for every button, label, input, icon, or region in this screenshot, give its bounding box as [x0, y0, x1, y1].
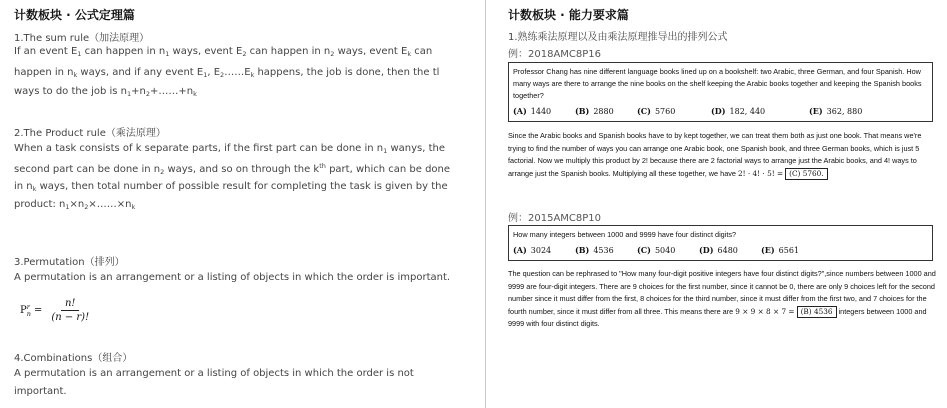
- combinations-title: 4.Combinations（组合）: [14, 353, 133, 364]
- example-1-problem-text: Professor Chang has nine different language books lined up on a bookshelf: two Arabic, three German, and four Spanish. How many ways are there to arrange the nine books on the shelf keeping the Arabic books together and keeping the Spanish books together?: [513, 67, 922, 100]
- example-2-problem-box: [508, 225, 933, 261]
- sum-rule-line-1: If an event $E_1$ can happen in $n_1$ ways, event $E_2$ can happen in $n_2$ ways, event $E_k$ can: [14, 46, 433, 58]
- choice-d: (D) 6480: [699, 245, 738, 255]
- sum-rule-line-3: ways to do the job is $n_1+n_2+\dots\dots+n_k$: [14, 86, 197, 98]
- product-rule-line-4: product: $n_1\times n_2\times\dots\dots\times n_k$: [14, 199, 136, 211]
- example-2-problem-text: How many integers between 1000 and 9999 have four distinct digits?: [513, 230, 737, 239]
- example-1-problem-box: [508, 62, 933, 122]
- sum-rule-title: 1.The sum rule（加法原理）: [14, 33, 150, 44]
- permutation-description: A permutation is an arrangement or a listing of objects in which the order is important.: [14, 272, 451, 283]
- example-2-answer: (B) 4536: [797, 306, 837, 318]
- example-1-solution: Since the Arabic books and Spanish books have to by kept together, we can treat them both as just one book. That means we're trying to find the number of ways you can arrange one Arabic book, one Spanish book, and three German books, which is just 5 factorial. Now we multiply this product by 2! because there are 2 factorial ways to arrange just the Arabic books, and 4! ways to arrange just the Spanish books. Multiplying all these together, we have 2! · 4! · 5! = (C) 5760.: [508, 131, 922, 178]
- choice-e: (E) 6561: [761, 245, 800, 255]
- column-divider: [485, 0, 486, 408]
- choice-c: (C) 5040: [637, 245, 676, 255]
- choice-b: (B) 2880: [575, 106, 614, 116]
- permutation-title: 3.Permutation（排列）: [14, 257, 125, 268]
- example-1-label: 例：2018AMC8P16: [508, 49, 602, 60]
- example-2-label: 例：2015AMC8P10: [508, 213, 602, 224]
- example-1-answer: (C) 5760.: [785, 168, 828, 180]
- choice-b: (B) 4536: [575, 245, 614, 255]
- choice-a: (A) 3024: [513, 245, 552, 255]
- combinations-line-1: A permutation is an arrangement or a listing of objects in which the order is not: [14, 368, 414, 379]
- product-rule-line-3: in $n_k$ ways, then total number of possible result for completing the task is given by the: [14, 181, 448, 193]
- combinations-line-2: important.: [14, 386, 67, 397]
- choice-c: (C) 5760: [637, 106, 676, 116]
- choice-d: (D) 182, 440: [711, 106, 766, 116]
- abilities-header: 计数板块 · 能力要求篇: [508, 8, 629, 22]
- choice-a: (A) 1440: [513, 106, 552, 116]
- example-2-choices: [513, 244, 928, 257]
- abilities-column: [487, 0, 947, 408]
- abilities-subtitle: 1.熟练乘法原理以及由乘法原理推导出的排列公式: [508, 32, 728, 43]
- sum-rule-line-2: happen in $n_k$ ways, and if any event $E_1$, $E_2\dots\dots E_k$ happens, the job is done, then the tl: [14, 67, 440, 79]
- product-rule-line-2: second part can be done in $n_2$ ways, and so on through the $k^{th}$ part, which can be done: [14, 162, 451, 176]
- example-2-solution: The question can be rephrased to "How many four-digit positive integers have four distinct digits?",since numbers between 1000 and 9999 are four-digit integers. There are 9 choices for the first number, since it cannot be 0, there are only 9 choices left for the second number since it must differ from the first, 8 choices for the third number, since it must differ from the first two, and 7 choices for the fourth number, since it must differ from all three. This means there are 9 × 9 × 8 × 7 = (B) 4536 integers between 1000 and 9999 with four distinct digits.: [508, 269, 936, 328]
- formulas-header: 计数板块 · 公式定理篇: [14, 8, 135, 22]
- permutation-formula: P r n = $\frac{n!}{(n - r)!}$: [20, 298, 90, 323]
- example-1-choices: [513, 105, 928, 118]
- product-rule-title: 2.The Product rule（乘法原理）: [14, 128, 166, 139]
- product-rule-line-1: When a task consists of k separate parts, if the first part can be done in $n_1$ wanys, the: [14, 143, 446, 155]
- choice-e: (E) 362, 880: [809, 106, 863, 116]
